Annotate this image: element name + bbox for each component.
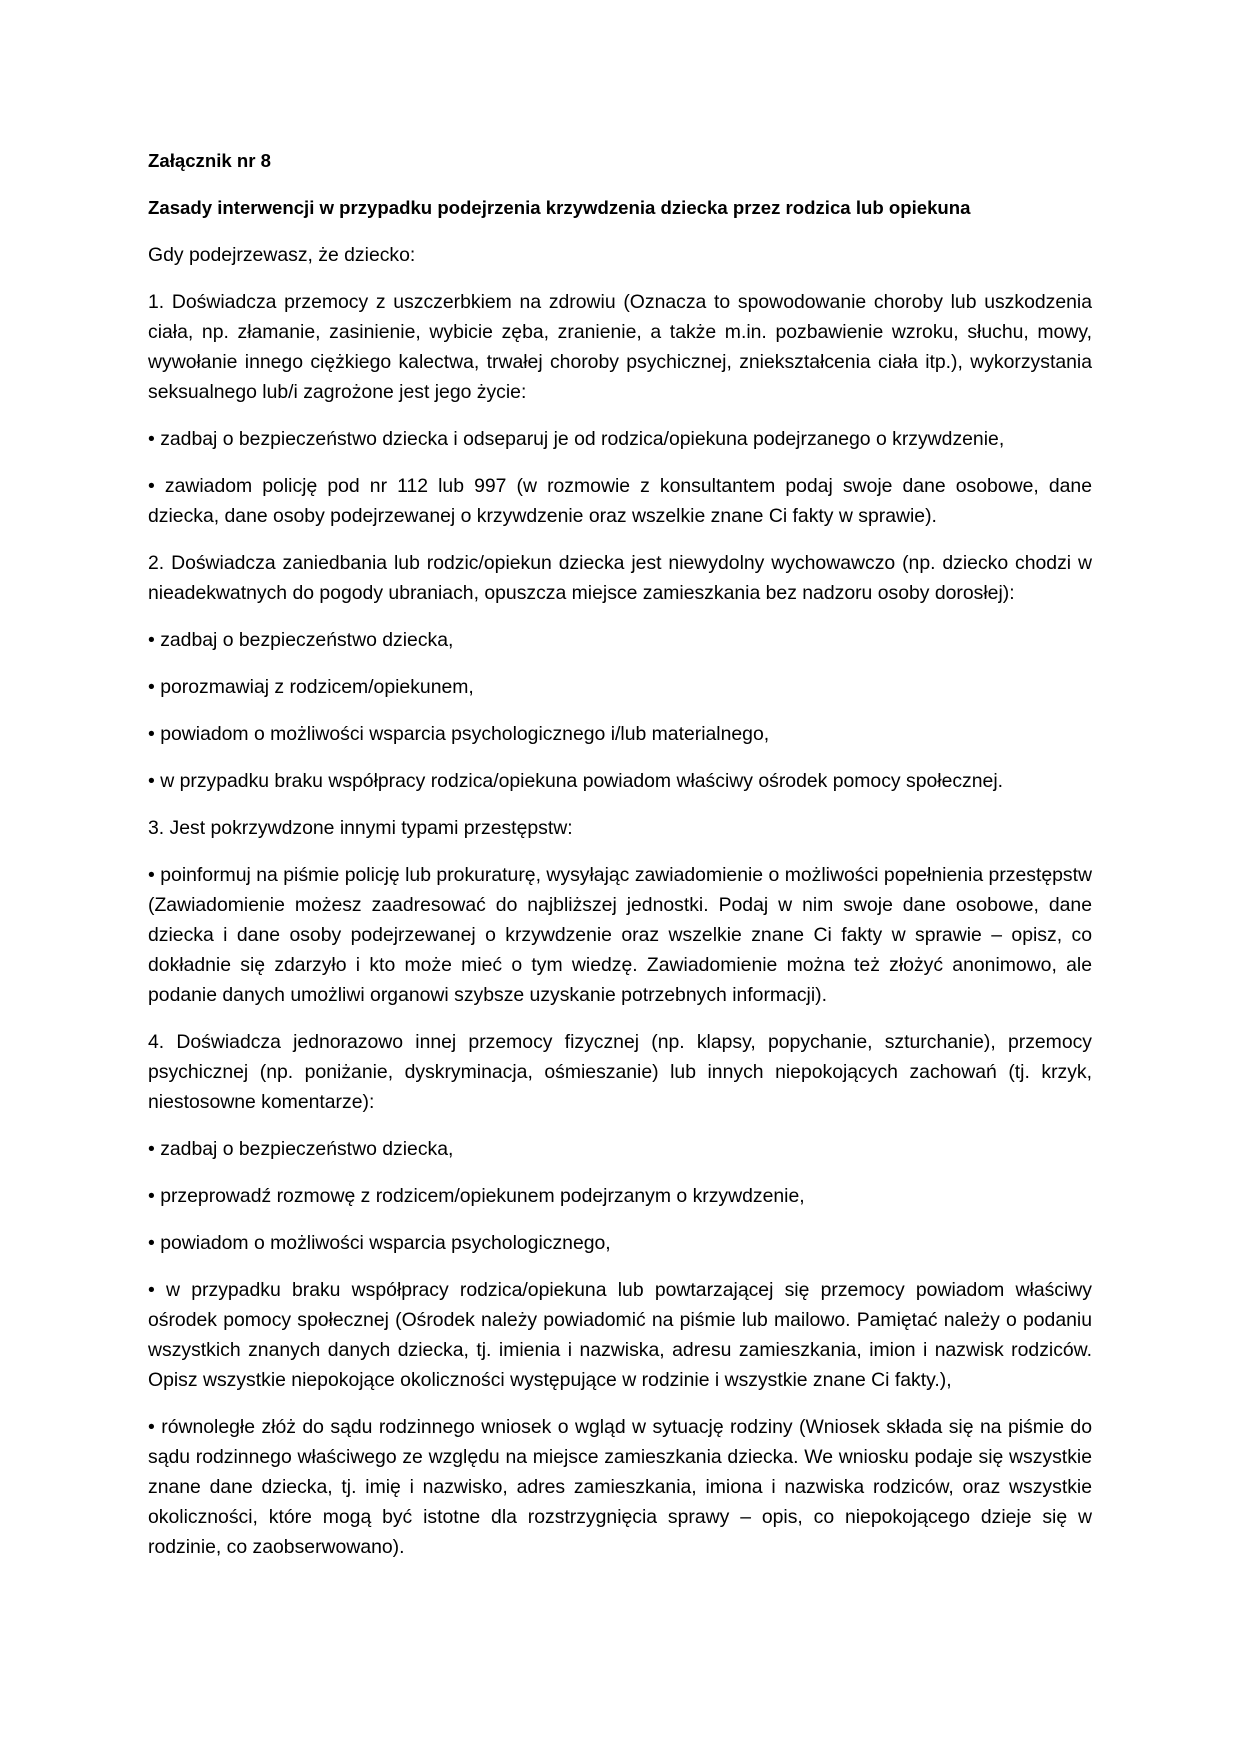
section-1-heading: 1. Doświadcza przemocy z uszczerbkiem na zdrowiu (Oznacza to spowodowanie choroby lub uszkodzenia ciała, np. złamanie, zasinienie, wybicie zęba, zranienie, a także m.in. pozbawienie wzroku, słuchu, mowy, wywołanie innego ciężkiego kalectwa, trwałej choroby psychicznej, zniekształcenia ciała itp.), wykorzystania seksualnego lub/i zagrożone jest jego życie: (148, 291, 1092, 403)
bullet-item (148, 719, 1092, 749)
attachment-label: Załącznik nr 8 (148, 150, 271, 171)
bullet-item (148, 471, 1092, 531)
bullet-text: przeprowadź rozmowę z rodzicem/opiekunem podejrzanym o krzywdzenie, (160, 1185, 805, 1207)
bullet-marker: • (148, 1185, 155, 1207)
bullet-text: powiadom o możliwości wsparcia psychologicznego i/lub materialnego, (160, 723, 770, 745)
bullet-item (148, 424, 1092, 454)
bullet-item (148, 860, 1092, 1010)
bullet-item (148, 625, 1092, 655)
bullet-text: poinformuj na piśmie policję lub prokuraturę, wysyłając zawiadomienie o możliwości popełnienia przestępstw (Zawiadomienie możesz zaadresować do najbliższej jednostki. Podaj w nim swoje dane osobowe, dane dziecka i dane osoby podejrzewanej o krzywdzenie oraz wszelkie znane Ci fakty w sprawie – opisz, co dokładnie się zdarzyło i kto może mieć o tym wiedzę. Zawiadomienie można też złożyć anonimowo, ale podanie danych umożliwi organowi szybsze uzyskanie potrzebnych informacji). (148, 864, 1093, 1006)
bullet-marker: • (148, 864, 155, 886)
section-2-heading: 2. Doświadcza zaniedbania lub rodzic/opiekun dziecka jest niewydolny wychowawczo (np. dziecko chodzi w nieadekwatnych do pogody ubraniach, opuszcza miejsce zamieszkania bez nadzoru osoby dorosłej): (148, 552, 1092, 604)
intro-text: Gdy podejrzewasz, że dziecko: (148, 244, 416, 266)
bullet-marker: • (148, 428, 155, 450)
section-3-heading: 3. Jest pokrzywdzone innymi typami przestępstw: (148, 817, 573, 839)
bullet-marker: • (148, 723, 155, 745)
bullet-item (148, 1275, 1092, 1395)
bullet-text: porozmawiaj z rodzicem/opiekunem, (160, 676, 474, 698)
document-page (148, 146, 1092, 1706)
bullet-marker: • (148, 629, 155, 651)
section-4-heading: 4. Doświadcza jednorazowo innej przemocy fizycznej (np. klapsy, popychanie, szturchanie), przemocy psychicznej (np. poniżanie, dyskryminacja, ośmieszanie) lub innych niepokojących zachowań (tj. krzyk, niestosowne komentarze): (148, 1031, 1092, 1113)
bullet-text: zadbaj o bezpieczeństwo dziecka, (160, 629, 454, 651)
bullet-item (148, 1228, 1092, 1258)
bullet-item (148, 1412, 1092, 1562)
bullet-text: zadbaj o bezpieczeństwo dziecka i odseparuj je od rodzica/opiekuna podejrzanego o krzywdzenie, (160, 428, 1005, 450)
bullet-marker: • (148, 475, 155, 497)
bullet-marker: • (148, 1138, 155, 1160)
bullet-text: zawiadom policję pod nr 112 lub 997 (w rozmowie z konsultantem podaj swoje dane osobowe, dane dziecka, dane osoby podejrzewanej o krzywdzenie oraz wszelkie znane Ci fakty w sprawie). (148, 475, 1092, 527)
bullet-text: równoległe złóż do sądu rodzinnego wniosek o wgląd w sytuację rodziny (Wniosek składa się na piśmie do sądu rodzinnego właściwego ze względu na miejsce zamieszkania dziecka. We wniosku podaje się wszystkie znane dane dziecka, tj. imię i nazwisko, adres zamieszkania, imiona i nazwiska rodziców, oraz wszystkie okoliczności, które mogą być istotne dla rozstrzygnięcia sprawy – opis, co niepokojącego dzieje się w rodzinie, co zaobserwowano). (148, 1416, 1092, 1558)
bullet-marker: • (148, 676, 155, 698)
bullet-marker: • (148, 1279, 155, 1301)
bullet-item (148, 672, 1092, 702)
bullet-text: w przypadku braku współpracy rodzica/opiekuna powiadom właściwy ośrodek pomocy społecznej. (160, 770, 1004, 792)
bullet-text: powiadom o możliwości wsparcia psychologicznego, (160, 1232, 611, 1254)
bullet-text: w przypadku braku współpracy rodzica/opiekuna lub powtarzającej się przemocy powiadom właściwy ośrodek pomocy społecznej (Ośrodek należy powiadomić na piśmie lub mailowo. Pamiętać należy o podaniu wszystkich znanych danych dziecka, tj. imienia i nazwiska, adresu zamieszkania, imion i nazwisk rodziców. Opisz wszystkie niepokojące okoliczności występujące w rodzinie i wszystkie znane Ci fakty.), (148, 1279, 1093, 1391)
bullet-item (148, 1134, 1092, 1164)
bullet-item (148, 766, 1092, 796)
bullet-marker: • (148, 1232, 155, 1254)
bullet-marker: • (148, 1416, 155, 1438)
document-title: Zasady interwencji w przypadku podejrzenia krzywdzenia dziecka przez rodzica lub opiekuna (148, 197, 971, 218)
bullet-item (148, 1181, 1092, 1211)
bullet-text: zadbaj o bezpieczeństwo dziecka, (160, 1138, 454, 1160)
bullet-marker: • (148, 770, 155, 792)
